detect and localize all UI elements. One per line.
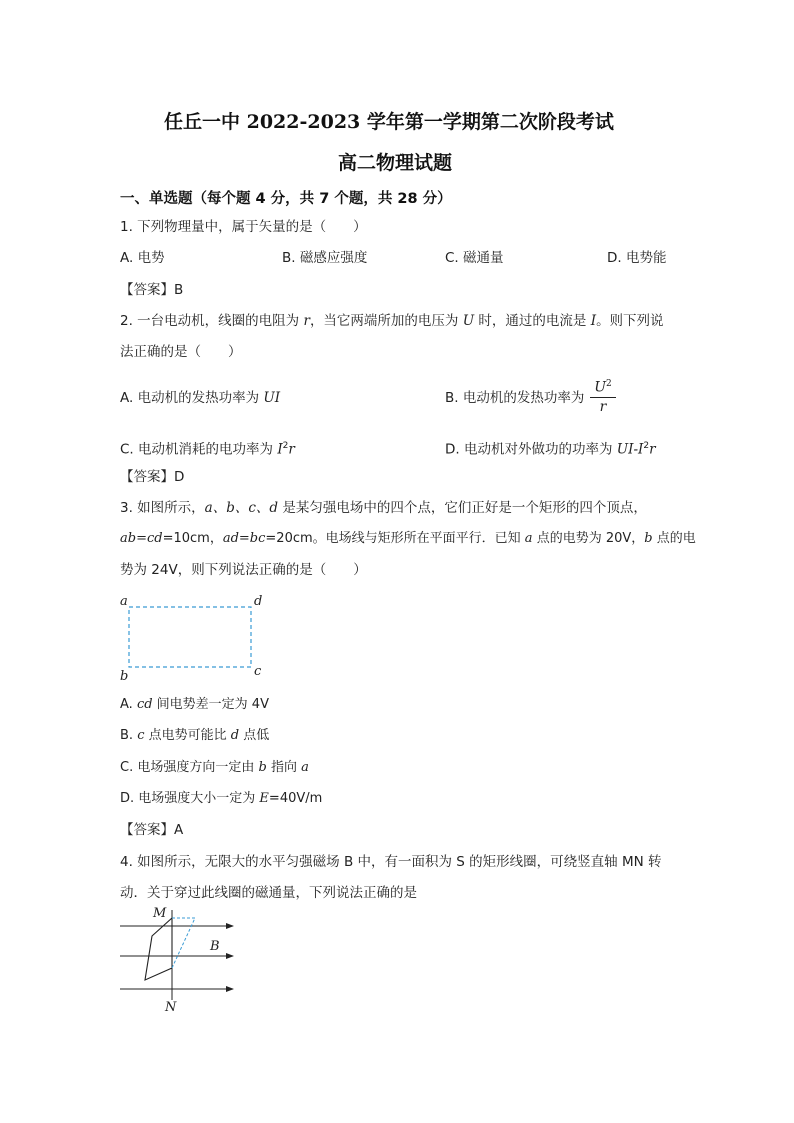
- q1-option-b: B. 磁感应强度: [282, 250, 368, 266]
- q4-label-b: B: [210, 939, 220, 954]
- q1-stem: 1. 下列物理量中，属于矢量的是（ ）: [120, 219, 367, 235]
- q4-coil: [145, 918, 172, 980]
- q4-label-m: M: [153, 906, 167, 921]
- q3-answer: 【答案】A: [120, 822, 184, 838]
- q3-stem-line1: 3. 如图所示，a、b、c、d 是某匀强电场中的四个点，它们正好是一个矩形的四个顶点，: [120, 500, 647, 516]
- q1-option-c: C. 磁通量: [445, 250, 504, 266]
- q2-stem: 2. 一台电动机，线圈的电阻为 r，当它两端所加的电压为 U 时，通过的电流是 I。则下列说: [120, 313, 664, 329]
- q1-answer: 【答案】B: [120, 282, 184, 298]
- q3-label-b: b: [120, 669, 129, 684]
- page-title: 任丘一中 2022-2023 学年第一学期第二次阶段考试: [164, 111, 614, 133]
- q3-label-c: c: [254, 664, 262, 679]
- q2-stem-line2: 法正确的是（ ）: [120, 344, 242, 360]
- q3-option-c: C. 电场强度方向一定由 b 指向 a: [120, 760, 309, 775]
- q3-option-b: B. c 点电势可能比 d 点低: [120, 728, 270, 743]
- q3-option-d: D. 电场强度大小一定为 E=40V/m: [120, 791, 323, 806]
- page-subtitle: 高二物理试题: [338, 152, 453, 174]
- section-heading: 一、单选题（每个题 4 分，共 7 个题，共 28 分）: [120, 191, 452, 207]
- q2-option-b: B. 电动机的发热功率为: [445, 390, 585, 406]
- q4-coil-figure: [115, 900, 245, 1015]
- q2-option-b-fraction: $U^2$ r: [590, 376, 616, 415]
- q3-stem-line2: ab=cd=10cm，ad=bc=20cm。电场线与矩形所在平面平行．已知 a 点的电势为 20V，b 点的电: [120, 531, 696, 546]
- q3-rectangle: [129, 607, 251, 667]
- q1-option-d: D. 电势能: [607, 250, 667, 266]
- q3-label-a: a: [120, 594, 128, 609]
- q3-option-a: A. cd 间电势差一定为 4V: [120, 697, 269, 712]
- q2-option-c: C. 电动机消耗的电功率为 $I^2r$: [120, 441, 295, 458]
- q3-stem-line3: 势为 24V，则下列说法正确的是（ ）: [120, 562, 367, 578]
- q4-stem-line2: 动．关于穿过此线圈的磁通量，下列说法正确的是: [120, 885, 417, 901]
- q3-label-d: d: [254, 594, 263, 609]
- q4-label-n: N: [165, 1000, 177, 1015]
- q4-stem-line1: 4. 如图所示，无限大的水平匀强磁场 B 中，有一面积为 S 的矩形线圈，可绕竖直轴 MN 转: [120, 854, 662, 870]
- q2-answer: 【答案】D: [120, 469, 185, 485]
- q3-rectangle-figure: [115, 590, 275, 685]
- q2-option-a: A. 电动机的发热功率为 UI: [120, 390, 281, 406]
- q1-option-a: A. 电势: [120, 250, 165, 266]
- q2-option-d: D. 电动机对外做功的功率为 $UI-I^2r$: [445, 441, 656, 458]
